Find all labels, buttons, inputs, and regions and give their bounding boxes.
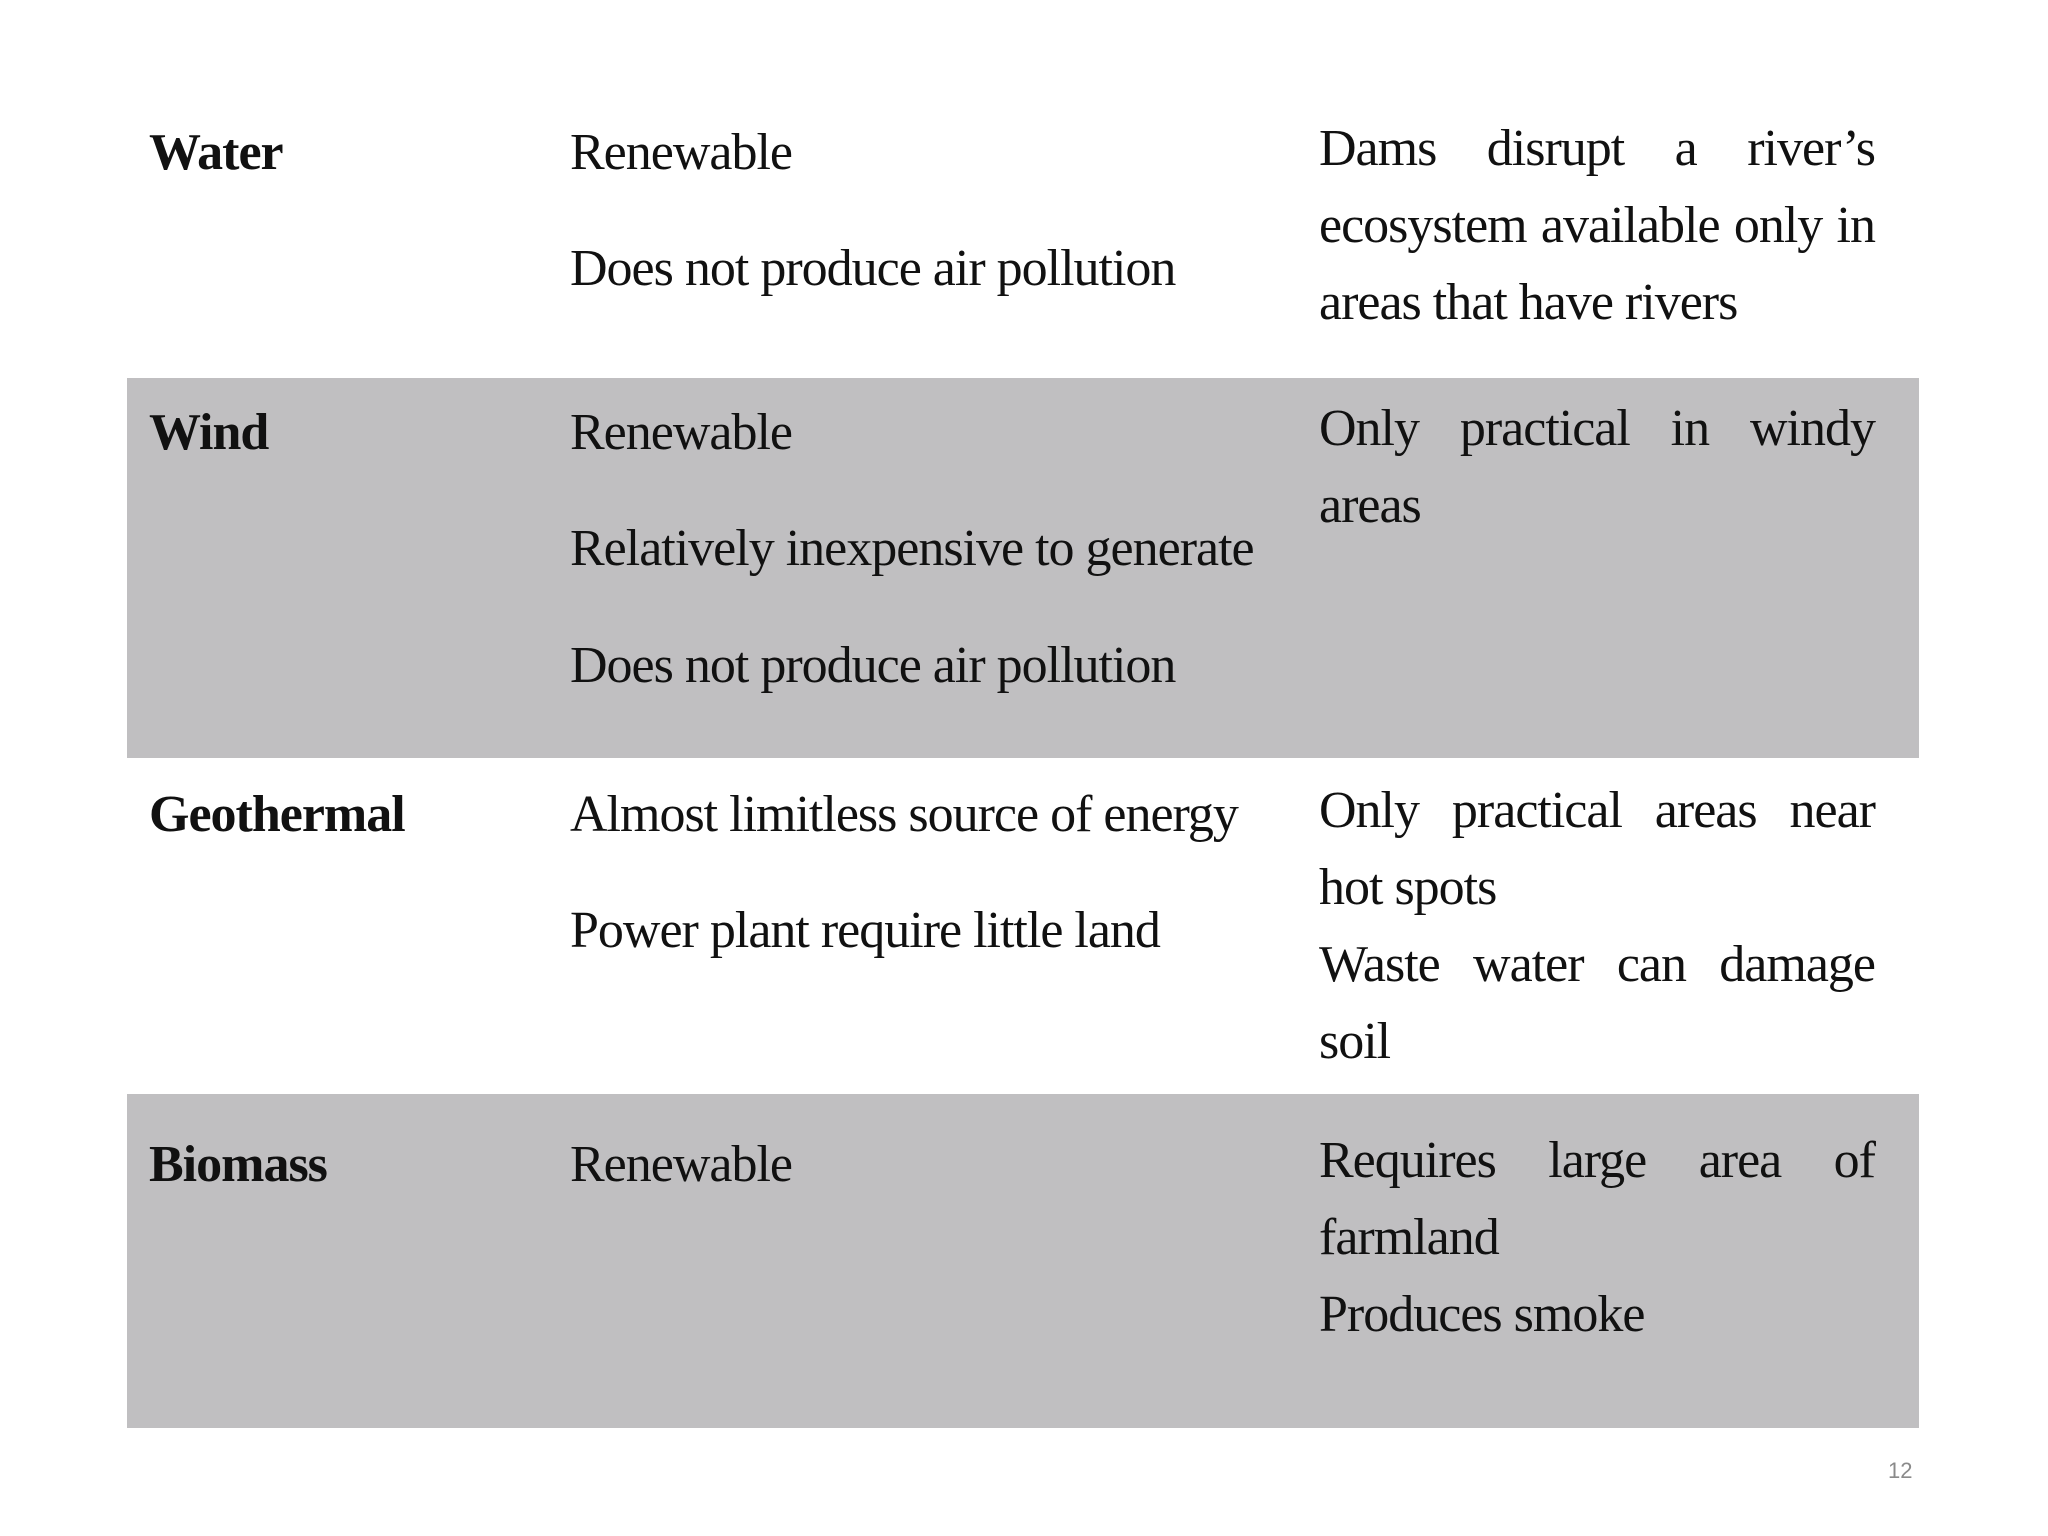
- table-row-water: [127, 100, 1919, 378]
- disadvantage-item: Produces smoke: [1319, 1286, 1645, 1343]
- advantage-item: Power plant require little land: [570, 902, 1160, 960]
- disadvantage-item: Requires large area of farmland: [1319, 1132, 1875, 1266]
- disadvantage-item: Only practical in windy areas: [1319, 400, 1875, 534]
- table-row-wind: [127, 378, 1919, 758]
- source-name: Wind: [149, 404, 269, 461]
- disadvantages-cell: [1319, 402, 1875, 758]
- advantage-item: Does not produce air pollution: [570, 240, 1176, 298]
- disadvantages-cell: [1319, 122, 1875, 378]
- disadvantage-item: Waste water can damage soil: [1319, 936, 1875, 1070]
- source-name: Biomass: [149, 1136, 327, 1193]
- advantages-cell: [570, 402, 1319, 758]
- advantage-item: Renewable: [570, 1136, 793, 1193]
- source-name: Water: [149, 124, 283, 181]
- disadvantage-item: Dams disrupt a river’s ecosystem available only in areas that have rivers: [1319, 120, 1875, 331]
- advantage-item: Almost limitless source of energy: [570, 786, 1238, 843]
- advantages-cell: [570, 784, 1319, 1094]
- advantages-cell: [570, 1134, 1319, 1428]
- energy-sources-table: [127, 100, 1919, 1428]
- disadvantage-item: Only practical areas near hot spots: [1319, 782, 1875, 916]
- source-name: Geothermal: [149, 786, 405, 843]
- disadvantages-cell: [1319, 784, 1875, 1094]
- advantages-cell: [570, 122, 1319, 378]
- table-row-biomass: [127, 1094, 1919, 1428]
- advantage-item: Renewable: [570, 404, 793, 461]
- page-number: 12: [1888, 1458, 1913, 1483]
- advantage-item: Relatively inexpensive to generate: [570, 520, 1254, 578]
- advantage-item: Renewable: [570, 124, 793, 181]
- advantage-item: Does not produce air pollution: [570, 636, 1176, 694]
- disadvantages-cell: [1319, 1134, 1875, 1428]
- table-row-geothermal: [127, 758, 1919, 1094]
